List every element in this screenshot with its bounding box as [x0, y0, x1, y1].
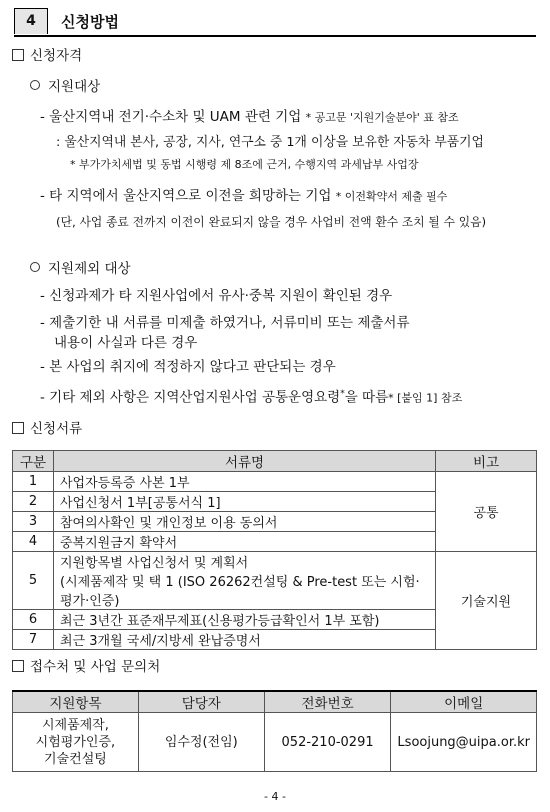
document-name: 사업자등록증 사본 1부 — [54, 472, 436, 492]
document-name: 최근 3개월 국세/지방세 완납증명서 — [54, 630, 436, 650]
remark-common: 공통 — [436, 472, 537, 552]
circle-bullet-icon — [30, 262, 40, 272]
table-header-row — [13, 691, 537, 713]
document-name: 참여의사확인 및 개인정보 이용 동의서 — [54, 512, 436, 532]
table-header-row — [13, 451, 537, 472]
row-number: 4 — [13, 532, 54, 552]
column-header: 비고 — [436, 451, 537, 472]
row-number: 6 — [13, 610, 54, 630]
email-address: Lsoojung@uipa.or.kr — [391, 713, 537, 772]
exclusion-note: * [붙임 1] 참조 — [388, 391, 463, 405]
target-item-2-note: * 이전확약서 제출 필수 — [335, 190, 448, 203]
contact-table — [12, 690, 537, 772]
table-row — [13, 472, 537, 492]
document-name-sub: (시제품제작 및 택 1 (ISO 26262컨설팅 & Pre-test 또는 시험·평가·인증) — [60, 575, 420, 609]
remark-tech: 기술지원 — [436, 552, 537, 650]
row-number: 3 — [13, 512, 54, 532]
column-header: 서류명 — [54, 451, 436, 472]
contact-heading: 접수처 및 사업 문의처 — [12, 658, 160, 676]
table-row — [13, 713, 537, 772]
exclusion-item-last: - 기타 제외 사항은 지역산업지원사업 공통운영요령*을 따름* [붙임 1] 참조 — [40, 389, 463, 406]
circle-bullet-icon — [30, 80, 40, 90]
target-item-1-note-2: * 부가가치세법 및 동법 시행령 제 8조에 근거, 수행지역 과세납부 사업장 — [70, 158, 419, 171]
row-number: 7 — [13, 630, 54, 650]
documents-heading: 신청서류 — [12, 420, 82, 438]
column-header: 이메일 — [391, 691, 537, 713]
support-item: 시제품제작, 시험평가인증, 기술컨설팅 — [13, 713, 139, 772]
document-name: 중복지원금지 확약서 — [54, 532, 436, 552]
row-number: 2 — [13, 492, 54, 512]
target-item-1-note: * 공고문 '지원기술분야' 표 참조 — [305, 111, 459, 124]
target-item-1: - 울산지역내 전기·수소차 및 UAM 관련 기업 * 공고문 '지원기술분야' 표 참조 — [40, 109, 459, 125]
document-name: 최근 3년간 표준재무제표(신용평가등급확인서 1부 포함) — [54, 610, 436, 630]
target-item-1-sub: : 울산지역내 본사, 공장, 지사, 연구소 중 1개 이상을 보유한 자동차 부품기업 — [56, 135, 484, 150]
target-heading: 지원대상 — [30, 78, 100, 96]
section-number: 4 — [14, 8, 48, 34]
column-header: 전화번호 — [264, 691, 391, 713]
exclusion-heading: 지원제외 대상 — [30, 260, 131, 278]
documents-table — [12, 450, 537, 650]
section-header — [14, 8, 536, 37]
eligibility-heading: 신청자격 — [12, 47, 82, 65]
square-bullet-icon — [12, 422, 24, 434]
exclusion-item: - 신청과제가 타 지원사업에서 유사·중복 지원이 확인된 경우 — [40, 288, 393, 304]
square-bullet-icon — [12, 660, 24, 672]
row-number: 5 — [13, 552, 54, 610]
column-header: 지원항목 — [13, 691, 139, 713]
manager-name: 임수정(전임) — [138, 713, 264, 772]
square-bullet-icon — [12, 49, 24, 61]
target-item-2: - 타 지역에서 울산지역으로 이전을 희망하는 기업 * 이전확약서 제출 필수 — [40, 188, 448, 204]
document-name: 지원항목별 사업신청서 및 계획서 (시제품제작 및 택 1 (ISO 26262컨설팅 & Pre-test 또는 시험·평가·인증) — [54, 552, 436, 610]
exclusion-item: - 본 사업의 취지에 적정하지 않다고 판단되는 경우 — [40, 359, 336, 375]
section-title: 신청방법 — [61, 13, 119, 31]
column-header: 담당자 — [138, 691, 264, 713]
table-row — [13, 552, 537, 610]
exclusion-item-cont: 내용이 사실과 다른 경우 — [54, 335, 198, 351]
exclusion-item: - 제출기한 내 서류를 미제출 하였거나, 서류미비 또는 제출서류 — [40, 315, 410, 331]
document-name: 사업신청서 1부[공통서식 1] — [54, 492, 436, 512]
row-number: 1 — [13, 472, 54, 492]
phone-number: 052-210-0291 — [264, 713, 391, 772]
column-header: 구분 — [13, 451, 54, 472]
page-number: - 4 - — [264, 790, 286, 803]
target-item-2-sub: (단, 사업 종료 전까지 이전이 완료되지 않을 경우 사업비 전액 환수 조치 될 수 있음) — [56, 215, 487, 229]
